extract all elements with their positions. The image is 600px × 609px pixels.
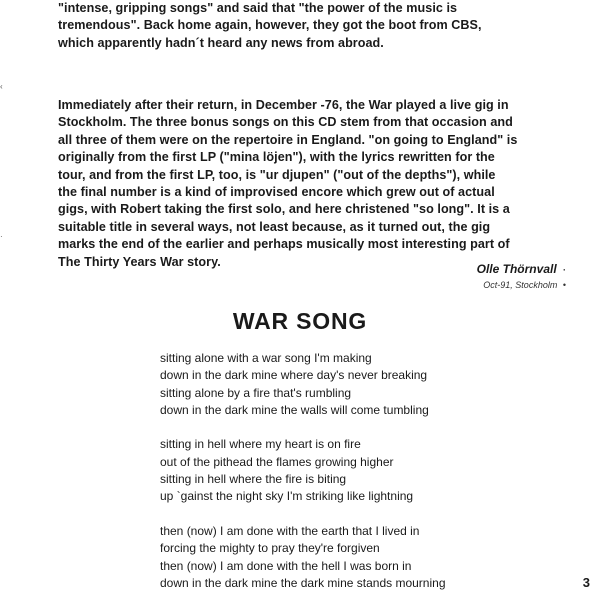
date-place-text: Oct-91, Stockholm	[483, 280, 558, 290]
lyric-line: sitting in hell where the fire is biting	[160, 472, 347, 487]
text-line: marks the end of the earlier and perhaps musically most interesting part of	[58, 237, 510, 252]
text-line: the final number is a kind of improvised encore which grew out of actual	[58, 185, 495, 200]
text-line: "intense, gripping songs" and said that "the power of the music is	[58, 1, 458, 15]
text-line: tremendous". Back home again, however, they got the boot from CBS,	[58, 18, 482, 33]
margin-mark: ‹	[0, 82, 3, 91]
lyric-line: out of the pithead the flames growing higher	[160, 454, 394, 469]
lyric-line: down in the dark mine the walls will come tumbling	[160, 402, 429, 417]
text-line: gigs, with Robert taking the first solo, and here christened "so long". It is a	[58, 202, 510, 217]
lyric-line: up `gainst the night sky I'm striking like lightning	[160, 489, 414, 504]
text-line: The Thirty Years War story.	[58, 254, 221, 269]
text-line: which apparently hadn´t heard any news from abroad.	[58, 35, 384, 50]
lyric-line: sitting alone with a war song I'm making	[160, 351, 372, 365]
intro-paragraph-1	[58, 0, 578, 52]
text-line: Stockholm. The three bonus songs on this CD stem from that occasion and	[58, 115, 513, 130]
intro-paragraph-2	[58, 97, 578, 271]
song-lyrics	[160, 350, 580, 609]
author-name: Olle Thörnvall	[476, 262, 557, 276]
lyric-line: sitting alone by a fire that's rumbling	[160, 385, 352, 400]
text-line: all three of them were on the repertoire in England. "on going to England" is	[58, 132, 518, 147]
lyric-line: then (now) I am done with the hell I was born in	[160, 558, 412, 573]
lyric-line: then (now) I am done with the earth that I lived in	[160, 523, 420, 538]
lyric-line: sitting in hell where my heart is on fire	[160, 437, 361, 452]
text-line: Immediately after their return, in December -76, the War played a live gig in	[58, 98, 509, 112]
date-place-bullet: •	[562, 280, 566, 290]
text-line: originally from the first LP ("mina löjen"), with the lyrics rewritten for the	[58, 150, 495, 165]
lyrics-verse-1	[160, 350, 580, 419]
song-title: WAR SONG	[232, 308, 368, 334]
text-line: suitable title in several ways, not least because, as it turned out, the gig	[58, 219, 491, 234]
lyric-line: forcing the mighty to pray they're forgiven	[160, 541, 380, 556]
author-date-place	[483, 280, 566, 290]
text-line: tour, and from the first LP, too, is "ur djupen" ("out of the depths"), while	[58, 167, 496, 182]
lyric-line: down in the dark mine where day's never breaking	[160, 368, 428, 383]
author-bullet: ·	[563, 265, 566, 275]
author-signature	[477, 262, 566, 276]
lyrics-verse-3	[160, 523, 580, 592]
lyric-line: down in the dark mine the dark mine stands mourning	[160, 575, 446, 590]
margin-mark: ·	[0, 232, 3, 241]
lyrics-verse-2	[160, 436, 580, 505]
page-number: 3	[582, 575, 590, 590]
